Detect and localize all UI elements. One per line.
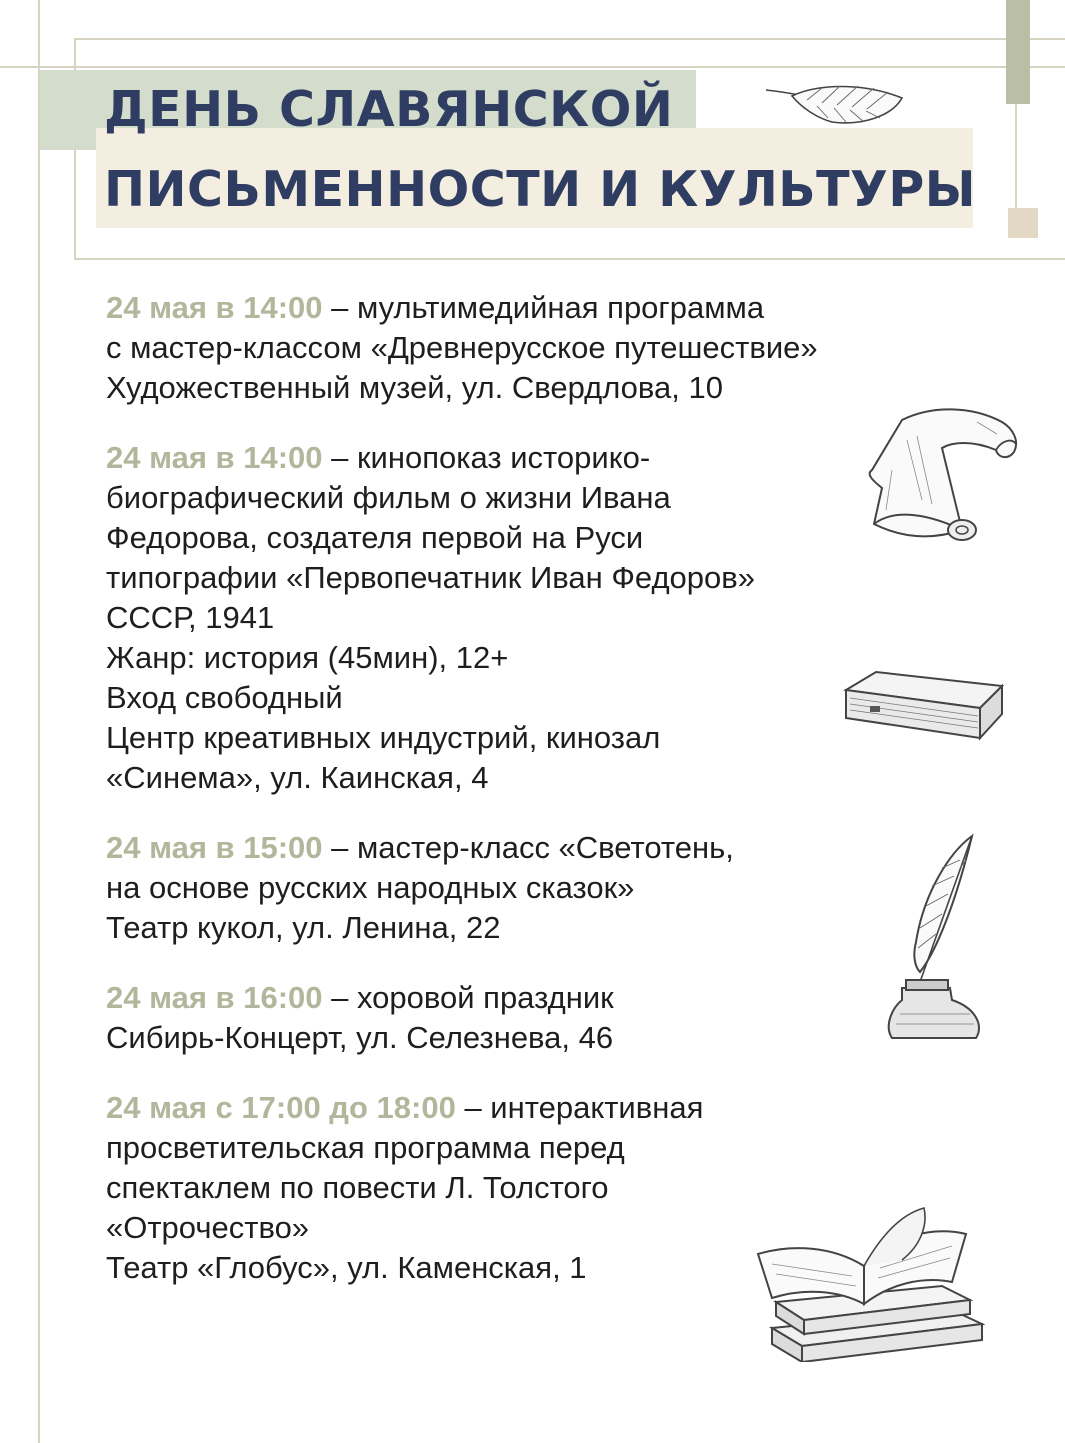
event-place: Сибирь-Концерт, ул. Селезнева, 46	[106, 1020, 614, 1055]
frame-left-line	[38, 0, 40, 1443]
event-date: 24 мая в 14:00	[106, 440, 323, 475]
olive-vertical-bar	[1006, 0, 1030, 104]
event-date: 24 мая в 15:00	[106, 830, 323, 865]
event-description: – кинопоказ историко-	[331, 440, 651, 475]
event-description: – мастер-класс «Светотень,	[331, 830, 734, 865]
event-description: на основе русских народных сказок»	[106, 870, 635, 905]
event-description: Жанр: история (45мин), 12+	[106, 640, 509, 675]
page-title-line-1: ДЕНЬ СЛАВЯНСКОЙ	[104, 81, 674, 138]
event-item	[106, 978, 1006, 1058]
event-place: «Синема», ул. Каинская, 4	[106, 760, 489, 795]
frame-top-line	[0, 66, 1065, 68]
event-description: просветительская программа перед	[106, 1130, 625, 1165]
feather-icon	[762, 80, 912, 132]
event-place: Театр кукол, ул. Ленина, 22	[106, 910, 501, 945]
event-description: типографии «Первопечатник Иван Федоров»	[106, 560, 755, 595]
event-place: Художественный музей, ул. Свердлова, 10	[106, 370, 723, 405]
event-description: СССР, 1941	[106, 600, 275, 635]
frame-box-top	[74, 38, 1065, 40]
event-item	[106, 438, 1006, 798]
event-item	[106, 288, 1006, 408]
event-place: Центр креативных индустрий, кинозал	[106, 720, 661, 755]
event-date: 24 мая с 17:00 до 18:00	[106, 1090, 456, 1125]
event-date: 24 мая в 16:00	[106, 980, 323, 1015]
event-date: 24 мая в 14:00	[106, 290, 323, 325]
page-title-line-2: ПИСЬМЕННОСТИ И КУЛЬТУРЫ	[104, 161, 977, 218]
event-description: – хоровой праздник	[331, 980, 614, 1015]
event-description: – интерактивная	[464, 1090, 704, 1125]
events-list	[106, 288, 1006, 1318]
event-place: Театр «Глобус», ул. Каменская, 1	[106, 1250, 587, 1285]
event-description: биографический фильм о жизни Ивана	[106, 480, 671, 515]
event-item	[106, 828, 1006, 948]
event-description: Вход свободный	[106, 680, 343, 715]
event-description: спектаклем по повести Л. Толстого	[106, 1170, 609, 1205]
frame-box-bottom	[74, 258, 1065, 260]
event-description: – мультимедийная программа	[331, 290, 765, 325]
event-item	[106, 1088, 1006, 1288]
event-description: Федорова, создателя первой на Руси	[106, 520, 644, 555]
event-description: с мастер-классом «Древнерусское путешествие»	[106, 330, 818, 365]
event-description: «Отрочество»	[106, 1210, 310, 1245]
tan-square	[1008, 208, 1038, 238]
